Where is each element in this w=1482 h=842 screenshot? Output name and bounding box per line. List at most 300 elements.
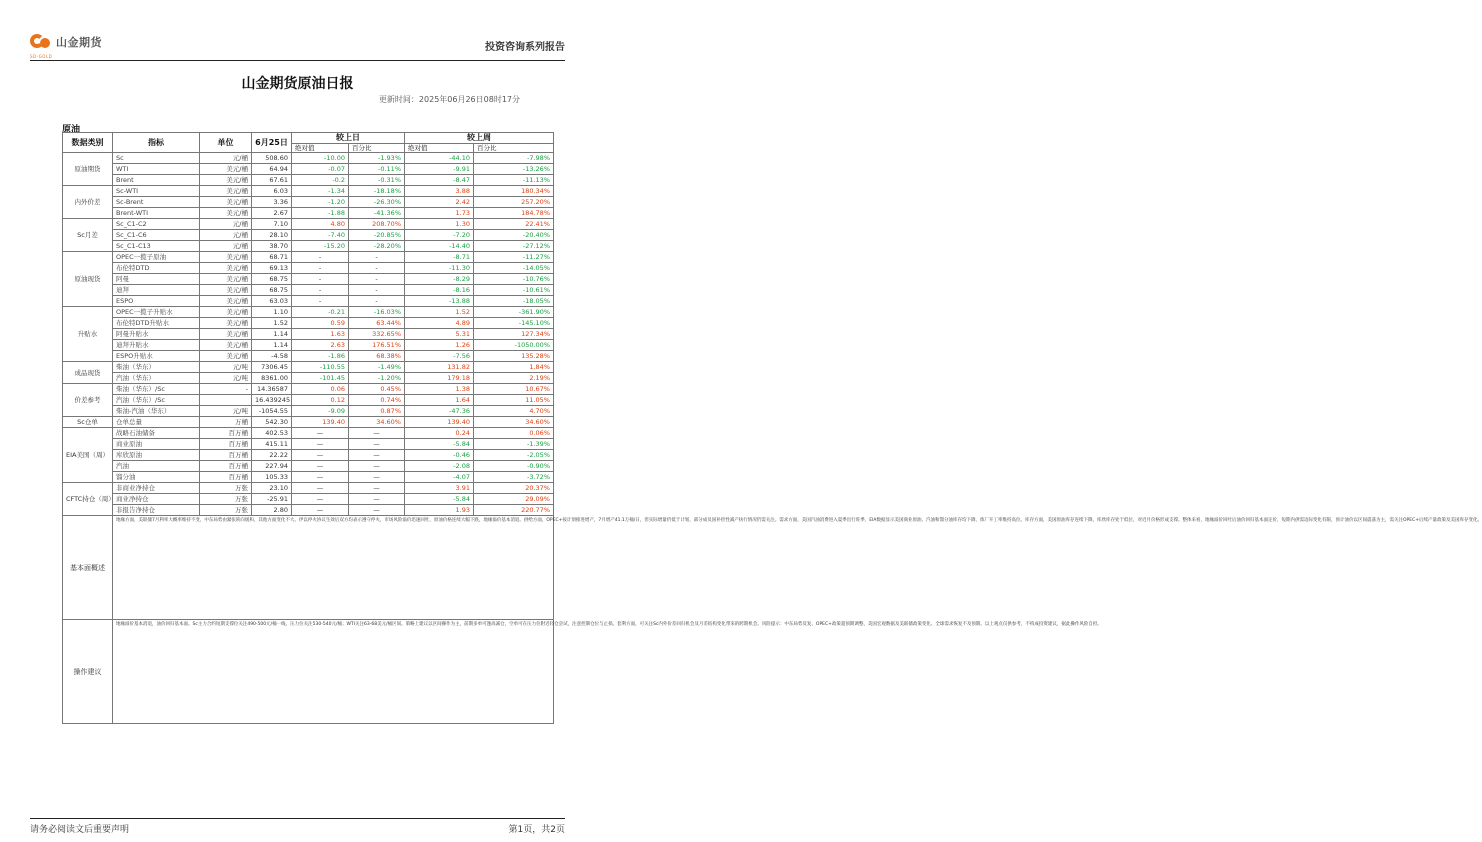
row-week-abs: 1.73	[405, 208, 474, 219]
row-week-pct: 2.19%	[474, 373, 554, 384]
header-indicator: 指标	[113, 133, 200, 153]
table-row	[63, 285, 554, 296]
row-indicator: 商业净持仓	[113, 494, 200, 505]
row-value: 14.36587	[252, 384, 292, 395]
row-day-pct: -41.36%	[349, 208, 405, 219]
row-day-pct: -26.30%	[349, 197, 405, 208]
row-week-pct: -3.72%	[474, 472, 554, 483]
row-day-pct: -0.11%	[349, 164, 405, 175]
row-day-pct: 0.45%	[349, 384, 405, 395]
row-day-pct: —	[349, 439, 405, 450]
table-body	[63, 153, 554, 516]
row-category: 内外价差	[63, 186, 113, 219]
row-indicator: Sc_C1-C2	[113, 219, 200, 230]
row-day-abs: -0.07	[292, 164, 349, 175]
row-value: 508.60	[252, 153, 292, 164]
row-unit: 万桶	[200, 417, 252, 428]
row-unit: 元/吨	[200, 362, 252, 373]
table-row	[63, 153, 554, 164]
row-week-abs: -9.91	[405, 164, 474, 175]
row-value: 1.14	[252, 329, 292, 340]
row-day-pct: -1.93%	[349, 153, 405, 164]
row-week-pct: 257.20%	[474, 197, 554, 208]
row-day-pct: -1.49%	[349, 362, 405, 373]
row-unit: 万张	[200, 483, 252, 494]
table-row	[63, 164, 554, 175]
table-row	[63, 208, 554, 219]
row-day-abs: -	[292, 285, 349, 296]
row-day-pct: 208.70%	[349, 219, 405, 230]
row-day-abs: -9.09	[292, 406, 349, 417]
row-unit	[200, 395, 252, 406]
row-week-pct: 29.09%	[474, 494, 554, 505]
row-value: 63.03	[252, 296, 292, 307]
fundamentals-category: 基本面概述	[63, 516, 113, 620]
row-day-pct: -16.03%	[349, 307, 405, 318]
row-day-pct: 332.65%	[349, 329, 405, 340]
row-unit: 美元/桶	[200, 340, 252, 351]
row-value: 69.13	[252, 263, 292, 274]
row-indicator: 布伦特DTD	[113, 263, 200, 274]
row-indicator: ESPO升贴水	[113, 351, 200, 362]
row-indicator: Sc_C1-C6	[113, 230, 200, 241]
row-week-pct: -20.40%	[474, 230, 554, 241]
row-unit: 美元/桶	[200, 351, 252, 362]
row-value: 68.71	[252, 252, 292, 263]
row-day-abs: -1.88	[292, 208, 349, 219]
row-week-pct: -18.05%	[474, 296, 554, 307]
table-text-section	[63, 516, 1482, 724]
row-indicator: OPEC一揽子原油	[113, 252, 200, 263]
row-week-abs: -8.29	[405, 274, 474, 285]
row-week-pct: -0.90%	[474, 461, 554, 472]
table-row	[63, 307, 554, 318]
row-week-pct: 22.41%	[474, 219, 554, 230]
row-unit: 万张	[200, 505, 252, 516]
row-week-abs: -2.08	[405, 461, 474, 472]
row-value: 64.94	[252, 164, 292, 175]
row-unit: 美元/桶	[200, 307, 252, 318]
row-category: 价差参考	[63, 384, 113, 417]
row-unit: 美元/桶	[200, 175, 252, 186]
row-day-pct: 0.74%	[349, 395, 405, 406]
row-category: CFTC持仓（周）	[63, 483, 113, 516]
row-value: 23.10	[252, 483, 292, 494]
row-unit: 美元/桶	[200, 197, 252, 208]
row-week-pct: -13.26%	[474, 164, 554, 175]
row-unit: 元/桶	[200, 219, 252, 230]
row-day-abs: —	[292, 450, 349, 461]
table-row	[63, 494, 554, 505]
row-unit: 百万桶	[200, 461, 252, 472]
table-row	[63, 505, 554, 516]
row-week-pct: -1050.00%	[474, 340, 554, 351]
row-day-pct: —	[349, 505, 405, 516]
row-indicator: ESPO	[113, 296, 200, 307]
row-unit: 元/吨	[200, 373, 252, 384]
row-unit: 美元/桶	[200, 186, 252, 197]
row-day-pct: —	[349, 461, 405, 472]
row-day-pct: -28.20%	[349, 241, 405, 252]
row-unit: 美元/桶	[200, 329, 252, 340]
fundamentals-text: 地缘方面，美联储7月利率大概率维持不变，中东局势由紧张转向缓和，其他方面变化不大。伊以停火协议生效后双方均表示遵守停火，市场风险溢价迅速回吐，原油价格连续大幅下跌，地缘溢价基本消退。供给方面，OPEC+按计划推进增产，7月增产41.1万桶/日，但实际增量仍低于计划，部分成员国补偿性减产执行情况仍需关注。需求方面，美国汽油消费进入夏季出行旺季，EIA数据显示美国商业原油、汽油和馏分油库存均下降，炼厂开工率维持高位。库存方面，美国原油库存连续下降，库欣库存处于低位，对近月价格形成支撑。整体来看，地缘溢价回吐后油价回归基本面定价，短期内供需边际变化有限，预计油价以区间震荡为主，需关注OPEC+后续产量政策及美国库存变化。	[113, 516, 554, 620]
row-day-abs: —	[292, 494, 349, 505]
table-row	[63, 186, 554, 197]
row-day-abs: —	[292, 505, 349, 516]
row-indicator: Sc-Brent	[113, 197, 200, 208]
row-week-abs: -11.30	[405, 263, 474, 274]
row-indicator: Brent-WTI	[113, 208, 200, 219]
table-row	[63, 351, 554, 362]
table-row	[63, 175, 554, 186]
table-row	[63, 450, 554, 461]
row-week-pct: 184.78%	[474, 208, 554, 219]
row-unit: 元/桶	[200, 241, 252, 252]
row-category: EIA美国（周）	[63, 428, 113, 483]
row-day-abs: 0.59	[292, 318, 349, 329]
row-indicator: 布伦特DTD升贴水	[113, 318, 200, 329]
row-category: Sc仓单	[63, 417, 113, 428]
row-week-pct: -2.05%	[474, 450, 554, 461]
row-day-pct: -1.20%	[349, 373, 405, 384]
row-indicator: 阿曼	[113, 274, 200, 285]
table-row	[63, 197, 554, 208]
row-day-abs: -110.55	[292, 362, 349, 373]
row-indicator: 库欣原油	[113, 450, 200, 461]
row-value: 68.75	[252, 274, 292, 285]
row-day-pct: -	[349, 252, 405, 263]
row-week-pct: -7.98%	[474, 153, 554, 164]
row-week-abs: -14.40	[405, 241, 474, 252]
table-row	[63, 461, 554, 472]
row-indicator: 仓单总量	[113, 417, 200, 428]
row-day-pct: —	[349, 428, 405, 439]
row-week-pct: 20.37%	[474, 483, 554, 494]
table-row	[63, 329, 554, 340]
table-row	[63, 439, 554, 450]
row-day-abs: 0.06	[292, 384, 349, 395]
row-day-abs: 4.80	[292, 219, 349, 230]
row-day-abs: -	[292, 274, 349, 285]
row-week-abs: 3.91	[405, 483, 474, 494]
row-value: 415.11	[252, 439, 292, 450]
row-week-pct: -10.76%	[474, 274, 554, 285]
row-unit: 元/吨	[200, 406, 252, 417]
row-day-abs: -	[292, 252, 349, 263]
row-value: 542.30	[252, 417, 292, 428]
row-day-abs: —	[292, 428, 349, 439]
header-week-pct: 百分比	[474, 144, 554, 153]
row-week-pct: -10.61%	[474, 285, 554, 296]
fundamentals-row	[63, 516, 554, 620]
header-prev-day: 较上日	[292, 133, 405, 144]
row-week-pct: -11.27%	[474, 252, 554, 263]
row-unit: -	[200, 384, 252, 395]
row-day-abs: -1.34	[292, 186, 349, 197]
table-row	[63, 406, 554, 417]
row-indicator: 迪拜升贴水	[113, 340, 200, 351]
row-week-abs: 1.64	[405, 395, 474, 406]
row-unit: 美元/桶	[200, 318, 252, 329]
table-row	[63, 373, 554, 384]
row-value: 2.67	[252, 208, 292, 219]
table-row	[63, 219, 554, 230]
row-week-abs: 1.93	[405, 505, 474, 516]
row-indicator: Brent	[113, 175, 200, 186]
table-row	[63, 483, 554, 494]
row-week-abs: -5.84	[405, 439, 474, 450]
row-indicator: 非报告净持仓	[113, 505, 200, 516]
row-week-abs: 1.38	[405, 384, 474, 395]
row-unit: 美元/桶	[200, 263, 252, 274]
row-week-pct: -11.13%	[474, 175, 554, 186]
row-indicator: 汽油（华东）/Sc	[113, 395, 200, 406]
row-week-abs: -13.88	[405, 296, 474, 307]
advice-category: 操作建议	[63, 620, 113, 724]
table-row	[63, 384, 554, 395]
row-week-abs: 179.18	[405, 373, 474, 384]
header-day-pct: 百分比	[349, 144, 405, 153]
row-day-abs: 1.63	[292, 329, 349, 340]
page-title: 山金期货原油日报	[241, 76, 354, 92]
row-week-abs: 139.40	[405, 417, 474, 428]
row-day-pct: 68.38%	[349, 351, 405, 362]
table-row	[63, 362, 554, 373]
row-week-abs: -7.20	[405, 230, 474, 241]
row-week-abs: 2.42	[405, 197, 474, 208]
row-week-pct: -27.12%	[474, 241, 554, 252]
row-day-abs: -1.86	[292, 351, 349, 362]
row-indicator: 迪拜	[113, 285, 200, 296]
report-type: 投资咨询系列报告	[485, 42, 565, 53]
row-value: 38.70	[252, 241, 292, 252]
table-row	[63, 252, 554, 263]
row-unit: 百万桶	[200, 428, 252, 439]
row-day-pct: -	[349, 285, 405, 296]
row-indicator: Sc	[113, 153, 200, 164]
row-day-pct: -18.18%	[349, 186, 405, 197]
row-value: 68.75	[252, 285, 292, 296]
header-divider	[30, 60, 565, 61]
row-value: 22.22	[252, 450, 292, 461]
header-unit: 单位	[200, 133, 252, 153]
row-day-abs: -1.20	[292, 197, 349, 208]
header-category: 数据类别	[63, 133, 113, 153]
row-indicator: OPEC一揽子升贴水	[113, 307, 200, 318]
row-value: 28.10	[252, 230, 292, 241]
header-prev-week: 较上周	[405, 133, 554, 144]
row-value: -1054.55	[252, 406, 292, 417]
row-week-pct: 180.34%	[474, 186, 554, 197]
row-day-pct: 0.87%	[349, 406, 405, 417]
row-week-abs: -5.84	[405, 494, 474, 505]
row-day-pct: —	[349, 450, 405, 461]
row-week-pct: 135.28%	[474, 351, 554, 362]
row-value: 105.33	[252, 472, 292, 483]
row-unit: 元/桶	[200, 230, 252, 241]
row-day-abs: 139.40	[292, 417, 349, 428]
table-header-row	[63, 133, 554, 144]
row-week-abs: -8.16	[405, 285, 474, 296]
row-unit: 美元/桶	[200, 285, 252, 296]
row-week-pct: 0.06%	[474, 428, 554, 439]
advice-row	[63, 620, 554, 724]
row-value: 402.53	[252, 428, 292, 439]
row-day-abs: -0.21	[292, 307, 349, 318]
data-table	[62, 132, 1482, 724]
row-value: 6.03	[252, 186, 292, 197]
table-row	[63, 395, 554, 406]
row-week-abs: 3.88	[405, 186, 474, 197]
row-day-abs: -15.20	[292, 241, 349, 252]
table-row	[63, 274, 554, 285]
row-unit: 美元/桶	[200, 252, 252, 263]
row-week-pct: 127.34%	[474, 329, 554, 340]
row-week-pct: 1.84%	[474, 362, 554, 373]
row-week-pct: -1.39%	[474, 439, 554, 450]
row-week-abs: -44.10	[405, 153, 474, 164]
row-week-abs: -4.07	[405, 472, 474, 483]
row-value: 1.10	[252, 307, 292, 318]
row-week-pct: 10.67%	[474, 384, 554, 395]
row-value: 2.80	[252, 505, 292, 516]
row-value: -4.58	[252, 351, 292, 362]
update-time: 更新时间：2025年06月26日08时17分	[378, 95, 520, 104]
header-week-abs: 绝对值	[405, 144, 474, 153]
row-value: 8361.00	[252, 373, 292, 384]
row-week-abs: -7.56	[405, 351, 474, 362]
row-value: 3.36	[252, 197, 292, 208]
brand-name-en: SD-GOLD	[30, 54, 53, 59]
row-week-pct: 4.70%	[474, 406, 554, 417]
row-unit: 美元/桶	[200, 164, 252, 175]
row-day-pct: -0.31%	[349, 175, 405, 186]
row-day-pct: -20.85%	[349, 230, 405, 241]
row-value: 7306.45	[252, 362, 292, 373]
table-row	[63, 230, 554, 241]
row-unit: 万张	[200, 494, 252, 505]
row-day-abs: —	[292, 483, 349, 494]
row-day-abs: —	[292, 439, 349, 450]
table-row	[63, 340, 554, 351]
row-day-pct: —	[349, 494, 405, 505]
section-label: 原油	[62, 125, 81, 135]
row-value: 227.94	[252, 461, 292, 472]
row-day-pct: -	[349, 274, 405, 285]
footer-disclaimer: 请务必阅读文后重要声明	[30, 825, 130, 835]
row-value: 67.61	[252, 175, 292, 186]
table-row	[63, 241, 554, 252]
row-value: 1.52	[252, 318, 292, 329]
row-value: 1.14	[252, 340, 292, 351]
row-indicator: 汽油	[113, 461, 200, 472]
brand-name: 山金期货	[56, 36, 102, 49]
footer-page-number: 第1页，共2页	[508, 825, 565, 835]
company-logo	[30, 32, 102, 52]
row-week-abs: 4.89	[405, 318, 474, 329]
table-row	[63, 472, 554, 483]
row-day-abs: -0.2	[292, 175, 349, 186]
row-unit: 美元/桶	[200, 296, 252, 307]
row-day-pct: —	[349, 483, 405, 494]
row-indicator: 商业原油	[113, 439, 200, 450]
row-week-pct: 34.60%	[474, 417, 554, 428]
row-category: 原油期货	[63, 153, 113, 186]
row-indicator: 非商业净持仓	[113, 483, 200, 494]
table-row	[63, 296, 554, 307]
row-week-pct: -361.90%	[474, 307, 554, 318]
row-unit: 百万桶	[200, 450, 252, 461]
row-day-abs: -	[292, 296, 349, 307]
row-indicator: 柴油（华东）/Sc	[113, 384, 200, 395]
row-week-abs: -8.71	[405, 252, 474, 263]
row-category: Sc月差	[63, 219, 113, 252]
row-indicator: 馏分油	[113, 472, 200, 483]
row-indicator: 阿曼升贴水	[113, 329, 200, 340]
row-week-abs: 5.31	[405, 329, 474, 340]
row-value: 7.10	[252, 219, 292, 230]
row-week-abs: -0.46	[405, 450, 474, 461]
row-day-abs: -	[292, 263, 349, 274]
row-indicator: 汽油（华东）	[113, 373, 200, 384]
row-day-pct: —	[349, 472, 405, 483]
row-day-pct: -	[349, 296, 405, 307]
row-week-abs: 0.24	[405, 428, 474, 439]
row-day-pct: 176.51%	[349, 340, 405, 351]
advice-text: 地缘溢价基本消退，油价回归基本面。Sc主力合约短期支撑位关注490-500元/桶一线，压力位关注530-540元/桶；WTI关注63-68美元/桶区间。策略上建议以区间操作为主，前期多单可逢高减仓，空单可在压力位附近轻仓尝试，注意控制仓位与止损。套利方面，可关注Sc内外价差回归机会及月差结构变化带来的跨期机会。风险提示：中东局势反复、OPEC+政策超预期调整、美国宏观数据及美联储政策变化、全球需求恢复不及预期。以上观点仅供参考，不构成投资建议，据此操作风险自担。	[113, 620, 554, 724]
row-value: 16.439245	[252, 395, 292, 406]
table-row	[63, 318, 554, 329]
row-indicator: 柴油（华东）	[113, 362, 200, 373]
row-category: 原油现货	[63, 252, 113, 307]
row-week-pct: 220.77%	[474, 505, 554, 516]
row-value: -25.91	[252, 494, 292, 505]
row-category: 升贴水	[63, 307, 113, 362]
row-day-abs: 2.63	[292, 340, 349, 351]
row-day-pct: 63.44%	[349, 318, 405, 329]
table-row	[63, 263, 554, 274]
row-indicator: 战略石油储备	[113, 428, 200, 439]
row-day-abs: -101.45	[292, 373, 349, 384]
row-day-abs: -7.40	[292, 230, 349, 241]
row-week-abs: 1.26	[405, 340, 474, 351]
row-day-abs: —	[292, 472, 349, 483]
row-day-abs: 0.12	[292, 395, 349, 406]
row-week-abs: -47.36	[405, 406, 474, 417]
row-unit: 百万桶	[200, 472, 252, 483]
logo-mark-icon	[30, 32, 52, 52]
footer-divider	[30, 818, 565, 819]
row-indicator: WTI	[113, 164, 200, 175]
row-day-pct: -	[349, 263, 405, 274]
row-unit: 百万桶	[200, 439, 252, 450]
table-row	[63, 417, 554, 428]
header-date: 6月25日	[252, 133, 292, 153]
row-category: 成品现货	[63, 362, 113, 384]
row-day-abs: —	[292, 461, 349, 472]
row-day-abs: -10.00	[292, 153, 349, 164]
row-week-abs: -8.47	[405, 175, 474, 186]
row-week-abs: 131.82	[405, 362, 474, 373]
row-week-abs: 1.52	[405, 307, 474, 318]
table-row	[63, 428, 554, 439]
header-day-abs: 绝对值	[292, 144, 349, 153]
row-week-pct: -145.10%	[474, 318, 554, 329]
row-week-pct: -14.05%	[474, 263, 554, 274]
row-week-abs: 1.30	[405, 219, 474, 230]
row-indicator: 柴油-汽油（华东）	[113, 406, 200, 417]
row-week-pct: 11.05%	[474, 395, 554, 406]
